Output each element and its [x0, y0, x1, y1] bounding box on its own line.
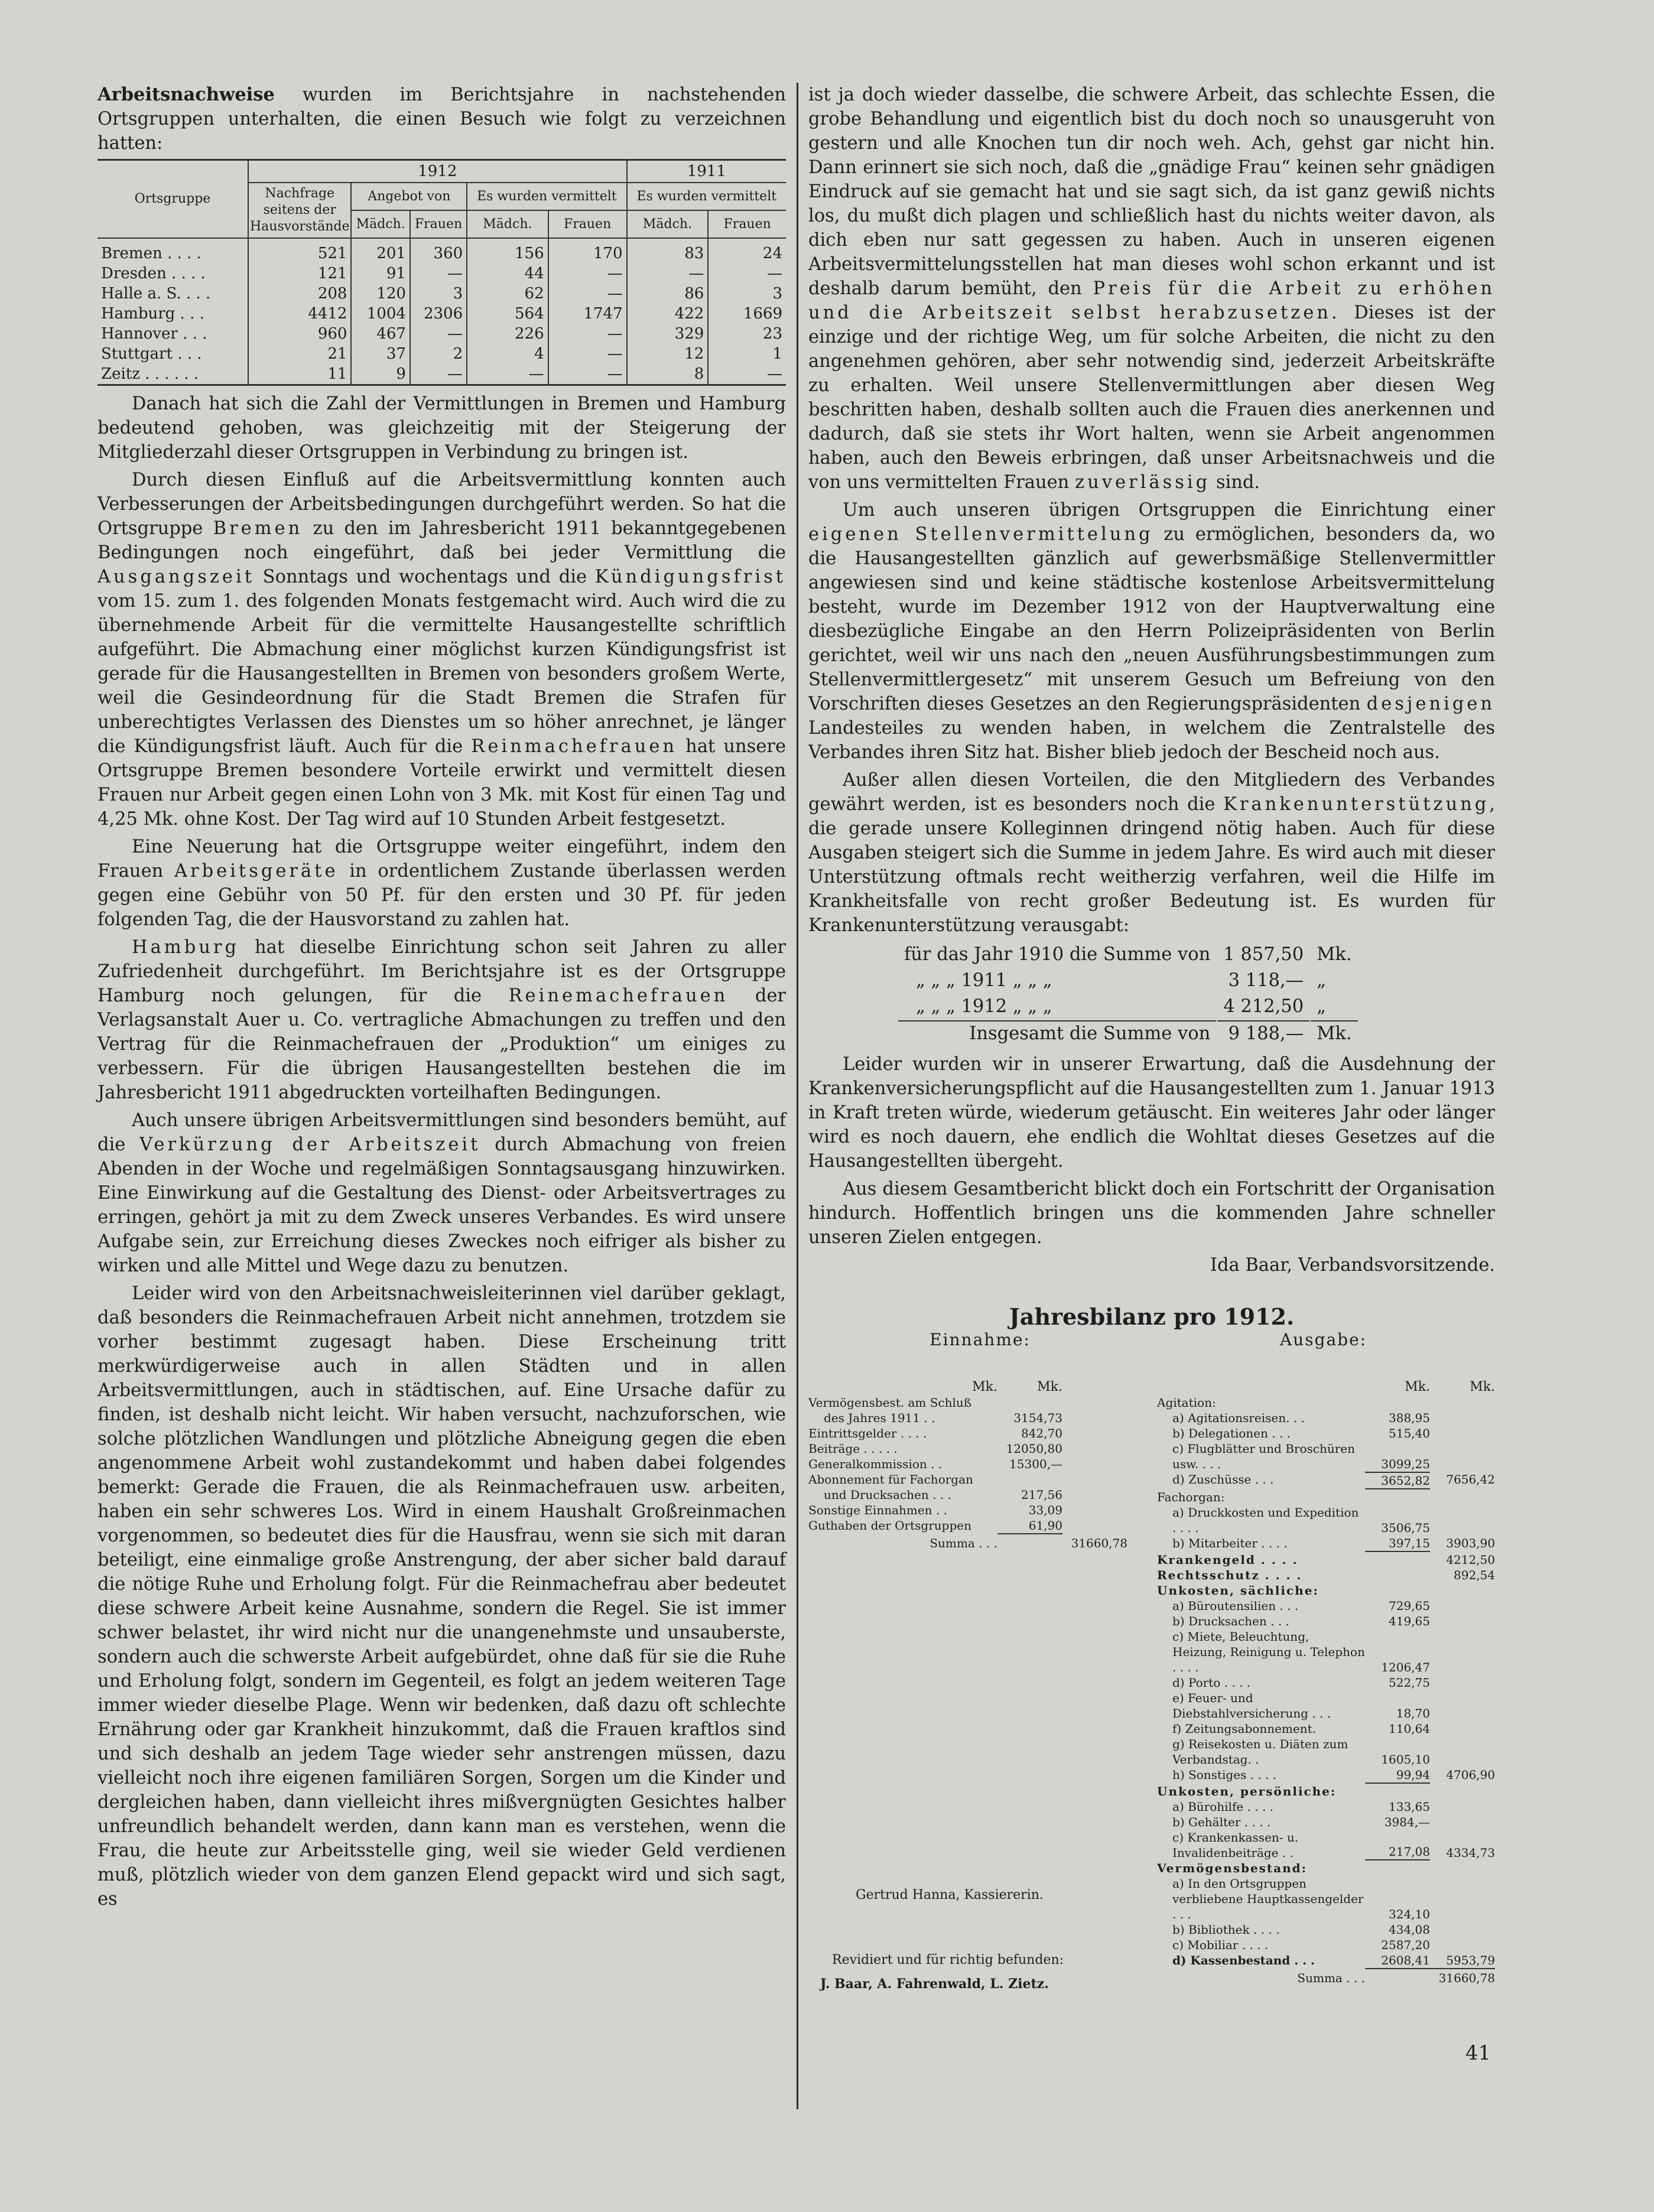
list-item: Unkosten, persönliche: [1157, 1784, 1337, 1798]
bilanz-header [808, 1332, 1495, 1348]
bilanz-title: Jahresbilanz pro 1912. [1009, 1303, 1295, 1330]
revisoren-names: J. Baar, A. Fahrenwald, L. Zietz. [820, 1976, 1049, 1992]
maedch-header: Mädch. [627, 210, 709, 238]
table-row: Hannover . . . 960 467 — 226 — 329 23 [98, 324, 786, 344]
frauen-header: Frauen [548, 210, 627, 238]
vermittelt-header: Es wurden vermittelt [467, 183, 626, 210]
ausgabe-summa: Summa . . . 31660,78 [1297, 1971, 1495, 1985]
signature: Ida Baar, Verbandsvorsitzende. [1210, 1255, 1495, 1276]
angebot-header: Angebot von [351, 183, 467, 210]
paragraph: Auch unsere übrigen Arbeitsvermittlungen sind besonders bemüht, auf die Verkürzung der Arbeitszeit durch Abmachung von freien Abenden in der Woche und regelmäßigen Sonntagsausgang hinzuwirken. Eine Einwirkung auf die Gestaltung des Dienst- oder Arbeitsvertrages zu erringen, gehört ja mit zu dem Zweck unseres Verbandes. Es wird unsere Aufgabe sein, zur Erreichung dieses Zweckes noch eifriger als bisher zu wirken und alle Mittel und Wege dazu zu benutzen. [98, 1110, 786, 1276]
list-item: des Jahres 1911 . . 3154,73 [824, 1411, 1062, 1425]
paragraph: Aus diesem Gesamtbericht blickt doch ein Fortschritt der Organisation hindurch. Hoffentlich bringen uns die kommenden Jahre schneller unseren Zielen entgegen. [808, 1179, 1495, 1248]
bilanz [808, 1332, 1495, 2000]
table-row: Bremen . . . . 521 201 360 156 170 83 24 [98, 238, 786, 264]
einnahme-summa: Summa . . . 31660,78 [930, 1536, 1127, 1550]
list-item: b) Gehälter . . . . 3984,— [1172, 1815, 1430, 1829]
list-item: a) Büroutensilien . . . 729,65 [1172, 1599, 1430, 1613]
einnahme-header: Einnahme: [930, 1330, 1031, 1349]
list-item: Fachorgan: [1157, 1490, 1225, 1504]
list-item: a) Agitationsreisen. . . 388,95 [1172, 1411, 1430, 1425]
einnahme-column [808, 1380, 1127, 1551]
list-item: Abonnement für Fachorgan [808, 1472, 973, 1486]
column-divider [797, 83, 798, 2109]
paragraph: Hamburg hat dieselbe Einrichtung schon seit Jahren zu aller Zufriedenheit durchgeführt. Im Berichtsjahre ist es der Ortsgruppe Hamburg noch gelungen, für die Reinemachefrauen der Verlagsanstalt Auer u. Co. vertragliche Abmachungen zu treffen und den Vertrag für die Reinmachefrauen der „Produktion“ um einiges zu verbessern. Für die übrigen Hausangestellten bestehen die im Jahresbericht 1911 abgedruckten vorteilhaften Bedingungen. [98, 937, 786, 1103]
paragraph: Leider wurden wir in unserer Erwartung, daß die Ausdehnung der Krankenversicherungspflicht auf die Hausangestellten zum 1. Januar 1913 in Kraft treten würde, wiederum getäuscht. Ein weiteres Jahr oder länger wird es noch dauern, ehe endlich die Wohltat dieses Gesetzes auf die Hausangestellten übergeht. [808, 1054, 1495, 1172]
list-item: e) Feuer- und Diebstahlversicherung . . . 18,70 [1172, 1691, 1430, 1720]
list-item: b) Delegationen . . . 515,40 [1172, 1426, 1430, 1440]
list-item: Rechtsschutz . . . . 892,54 [1157, 1568, 1495, 1582]
list-item: Vermögensbestand: [1157, 1861, 1308, 1875]
maedch-header: Mädch. [467, 210, 548, 238]
list-item: Guthaben der Ortsgruppen 61,90 [808, 1518, 1127, 1534]
list-item: Generalkommission . . 15300,— [808, 1457, 1062, 1471]
list-item: h) Sonstiges . . . . 99,94 4706,90 [1157, 1767, 1495, 1784]
intro-paragraph: Arbeitsnachweise wurden im Berichtsjahre in nachstehenden Ortsgruppen unterhalten, die einen Besuch wie folgt zu verzeichnen hatten: [98, 84, 786, 154]
frauen-header: Frauen [410, 210, 467, 238]
table-row: Stuttgart . . . 21 37 2 4 — 12 1 [98, 344, 786, 364]
right-column [808, 83, 1495, 2000]
list-item: Agitation: [1157, 1395, 1216, 1410]
list-item: d) Zuschüsse . . . 3652,82 7656,42 [1157, 1472, 1495, 1489]
list-item: Unkosten, sächliche: [1157, 1583, 1319, 1598]
list-item: Eintrittsgelder . . . . 842,70 [808, 1426, 1062, 1440]
list-item: a) In den Ortsgruppen verbliebene Hauptkassengelder . . . 324,10 [1172, 1876, 1430, 1921]
paragraph: Durch diesen Einfluß auf die Arbeitsvermittlung konnten auch Verbesserungen der Arbeitsbedingungen durchgeführt werden. So hat die Ortsgruppe Bremen zu den im Jahresbericht 1911 bekanntgegebenen Bedingungen noch eingeführt, daß bei jeder Vermittlung die Ausgangszeit Sonntags und wochentags und die Kündigungsfrist vom 15. zum 1. des folgenden Monats festgemacht wird. Auch wird die zu übernehmende Arbeit für die vermittelte Hausangestellte schriftlich aufgeführt. Die Abmachung einer möglichst kurzen Kündigungsfrist ist gerade für die Hausangestellten in Bremen von besonders großem Werte, weil die Gesindeordnung für die Stadt Bremen die Strafen für unberechtigtes Verlassen des Dienstes um so höher anrechnet, je länger die Kündigungsfrist läuft. Auch für die Reinmachefrauen hat unsere Ortsgruppe Bremen besondere Vorteile erwirkt und vermittelt diesen Frauen nur Arbeit gegen einen Lohn von 3 Mk. mit Kost für einen Tag und 4,25 Mk. ohne Kost. Der Tag wird auf 10 Stunden Arbeit festgesetzt. [98, 470, 787, 830]
table-row: Hamburg . . . 4412 1004 2306 564 1747 422 1669 [98, 304, 786, 324]
list-item: d) Porto . . . . 522,75 [1172, 1676, 1430, 1690]
paragraph: Außer allen diesen Vorteilen, die den Mitgliedern des Verbandes gewährt werden, ist es besonders noch die Krankenunterstützung, die gerade unsere Kolleginnen dringend nötig haben. Auch für diese Ausgaben steigert sich die Summe in jedem Jahre. Es wird auch mit dieser Unterstützung oftmals recht weitherzig verfahren, weil die Hilfe im Krankheitsfalle von recht großer Bedeutung ist. Es wurden für Krankenunterstützung verausgabt: [808, 770, 1495, 936]
list-item: a) Druckkosten und Expedition . . . . 3506,75 [1172, 1505, 1430, 1535]
vermittelt-1911-header: Es wurden vermittelt [627, 183, 786, 210]
left-column [98, 83, 786, 1915]
table-row: für das Jahr 1910 die Summe von 1 857,50 Mk. [904, 944, 1352, 965]
table-row: „ „ „ 1911 „ „ „ 3 118,— „ [916, 970, 1326, 991]
list-item: Vermögensbest. am Schluß [808, 1395, 972, 1410]
list-item: f) Zeitungsabonnement. 110,64 [1172, 1722, 1430, 1736]
list-item: Beiträge . . . . . 12050,80 [808, 1442, 1062, 1456]
list-item: b) Bibliothek . . . . 434,08 [1172, 1923, 1430, 1937]
year-1912-header: 1912 [248, 160, 627, 183]
list-item: und Drucksachen . . . 217,56 [824, 1488, 1062, 1502]
currency-header: Mk. Mk. [972, 1380, 1062, 1394]
list-item: g) Reisekosten u. Diäten zum Verbandstag. . 1605,10 [1172, 1737, 1430, 1767]
list-item: d) Kassenbestand . . . 2608,41 5953,79 [1157, 1953, 1495, 1969]
revidiert-note: Revidiert und für richtig befunden: [832, 1953, 1064, 1967]
list-item: b) Mitarbeiter . . . . 397,15 3903,90 [1157, 1536, 1495, 1552]
nachfrage-header: Nachfrage seitens der Hausvorstände [248, 183, 351, 238]
ortsgruppen-table [98, 159, 786, 386]
ausgabe-header: Ausgabe: [1279, 1330, 1367, 1349]
list-item: c) Krankenkassen- u. Invalidenbeiträge . . 217,08 4334,73 [1172, 1830, 1495, 1860]
table-row-total: Insgesamt die Summe von 9 188,— Mk. [898, 1020, 1358, 1046]
paragraph: Leider wird von den Arbeitsnachweisleiterinnen viel darüber geklagt, daß besonders die Reinmachefrauen Arbeit nicht annehmen, trotzdem sie vorher bestimmt zugesagt haben. Diese Erscheinung tritt merkwürdigerweise auch in allen Städten und in allen Arbeitsvermittlungen, auch in städtischen, auf. Eine Ursache dafür zu finden, ist deshalb nicht leicht. Wir haben versucht, nachzuforschen, wie solche plötzlichen Wandlungen und plötzliche Abneigung gegen die eben angenommene Arbeit wohl zustandekommt und haben dabei folgendes bemerkt: Gerade die Frauen, die als Reinmachefrauen usw. arbeiten, haben ein sehr schweres Los. Wird in einem Haushalt Großreinmachen vorgenommen, so bedeutet dies für die Hausfrau, wenn sie sich mit daran beteiligt, eine einmalige große Anstrengung, der aber sicher bald darauf die nötige Ruhe und Erholung folgt. Für die Reinmachefrau aber bedeutet diese schwere Arbeit keine Ausnahme, sondern die Regel. Sie ist immer schwer belastet, ihr wird nicht nur die unangenehmste und unsauberste, sondern auch die schwerste Arbeit aufgebürdet, ohne daß für sie die Ruhe und Erholung folgt, sondern im Gegenteil, es folgt an jedem weiteren Tage immer wieder dieselbe Plage. Wenn wir bedenken, daß dazu oft schlechte Ernährung oder gar Krankheit hinzukommt, daß die Frauen kraftlos sind und sich deshalb an jedem Tage wieder sehr anstrengen müssen, dazu vielleicht noch ihre eigenen familiären Sorgen, Sorgen um die Kinder und dergleichen haben, dann vielleicht ihres mißvergnügten Gesichtes halber unfreundlich behandelt werden, dann kann man es verstehen, wenn die Frau, die heute zur Arbeitsstelle ging, weil sie wieder Geld verdienen muß, plötzlich wieder von dem ganzen Elend gepackt wird und sich sagt, es [98, 1283, 786, 1910]
paragraph: Danach hat sich die Zahl der Vermittlungen in Bremen und Hamburg bedeutend gehoben, was gleichzeitig mit der Steigerung der Mitgliederzahl dieser Ortsgruppen in Verbindung zu bringen ist. [98, 393, 786, 463]
table-row: Halle a. S. . . . 208 120 3 62 — 86 3 [98, 284, 786, 304]
list-item: a) Bürohilfe . . . . 133,65 [1172, 1800, 1430, 1814]
list-item: c) Miete, Beleuchtung, Heizung, Reinigung u. Telephon . . . . 1206,47 [1172, 1629, 1430, 1674]
frauen-header: Frauen [708, 210, 786, 238]
list-item: b) Drucksachen . . . 419,65 [1172, 1614, 1430, 1628]
paragraph: ist ja doch wieder dasselbe, die schwere Arbeit, das schlechte Essen, die grobe Behandlung und eigentlich bist du doch noch so unausgeruht von gestern und alle Knochen tun dir noch weh. Ach, gehst gar nicht hin. Dann erinnert sie sich noch, daß die „gnädige Frau“ keinen sehr gnädigen Eindruck auf sie gemacht hat und sie sagt sich, da ist ganz gewiß nichts los, du mußt dich plagen und schließlich hast du nichts weiter davon, als dich eben nur satt gegessen zu haben. Auch in unseren eigenen Arbeitsvermittelungsstellen hat man dieses wohl schon erkannt und ist deshalb darum bemüht, den Preis für die Arbeit zu erhöhen und die Arbeitszeit selbst herabzusetzen. Dieses ist der einzige und der richtige Weg, um für solche Arbeiten, die nicht zu den angenehmen gehören, aber sehr notwendig sind, jederzeit Arbeitskräfte zu erhalten. Weil unsere Stellenvermittlungen aber diesen Weg beschritten haben, deshalb sollten auch die Frauen dies anerkennen und dadurch, daß sie stets ihr Wort halten, wenn sie Arbeit angenommen haben, auch den Beweis erbringen, daß unser Arbeitsnachweis und die von uns vermittelten Frauen zuverlässig sind. [808, 84, 1496, 493]
ausgabe-column [1157, 1380, 1495, 1986]
list-item: c) Mobiliar . . . . 2587,20 [1172, 1938, 1430, 1952]
list-item: Sonstige Einnahmen . . 33,09 [808, 1503, 1062, 1517]
page-number: 41 [1465, 2041, 1491, 2065]
table-row: Zeitz . . . . . . 11 9 — — — 8 — [98, 364, 786, 385]
krankenunterstuetzung-table [897, 941, 1359, 1048]
currency-header: Mk. Mk. [1405, 1380, 1495, 1394]
list-item: Krankengeld . . . . 4212,50 [1157, 1553, 1495, 1567]
year-1911-header: 1911 [627, 160, 786, 183]
table-row: „ „ „ 1912 „ „ „ 4 212,50 „ [916, 996, 1326, 1017]
table-row: Dresden . . . . 121 91 — 44 — — — [98, 264, 786, 284]
col-ortsgruppe-header: Ortsgruppe [98, 160, 248, 239]
kassiererin-signature: Gertrud Hanna, Kassiererin. [856, 1888, 1044, 1902]
paragraph: Um auch unseren übrigen Ortsgruppen die Einrichtung einer eigenen Stellenvermittelung zu ermöglichen, besonders da, wo die Hausangestellten gänzlich auf gewerbsmäßige Stellenvermittler angewiesen sind und keine städtische kostenlose Arbeitsvermittelung besteht, wurde im Dezember 1912 von der Hauptverwaltung eine diesbezügliche Eingabe an den Herrn Polizeipräsidenten von Berlin gerichtet, weil wir uns nach den „neuen Ausführungsbestimmungen zum Stellenvermittlergesetz“ mit unserem Gesuch um Befreiung von den Vorschriften dieses Gesetzes an den Regierungspräsidenten desjenigen Landesteiles zu wenden haben, in welchem die Zentralstelle des Verbandes ihren Sitz hat. Bisher blieb jedoch der Bescheid noch aus. [808, 500, 1495, 763]
list-item: c) Flugblätter und Broschüren usw. . . . 3099,25 [1172, 1442, 1430, 1471]
maedch-header: Mädch. [351, 210, 410, 238]
paragraph: Eine Neuerung hat die Ortsgruppe weiter eingeführt, indem den Frauen Arbeitsgeräte in ordentlichem Zustande überlassen werden gegen eine Gebühr von 50 Pf. für den ersten und 30 Pf. für jeden folgenden Tag, die der Hausvorstand zu zahlen hat. [98, 837, 786, 930]
